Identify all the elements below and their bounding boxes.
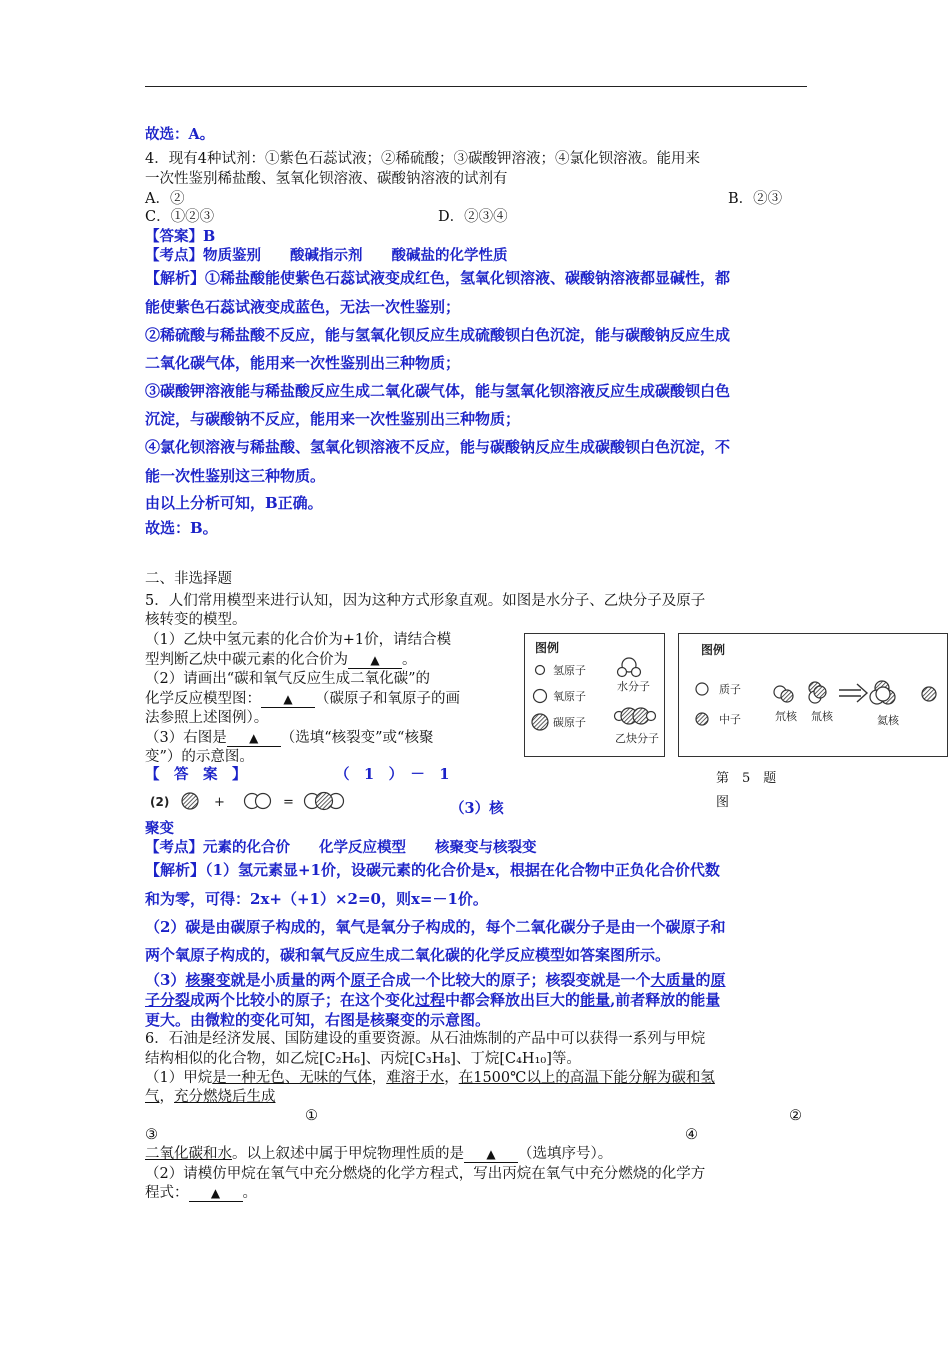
- tritium-nucleus-icon: [809, 682, 826, 703]
- q5-answer-label: 【 答 案 】: [145, 766, 247, 783]
- fig2-helium-label: 氦核: [877, 714, 899, 727]
- link-term[interactable]: 原: [710, 971, 726, 989]
- link-term[interactable]: 核聚变: [185, 971, 231, 989]
- oxygen-molecule-icon: [245, 794, 271, 809]
- q4-analysis-line: 能一次性鉴别这三种物质。: [145, 467, 326, 485]
- q5-part1-line-2: [145, 651, 417, 669]
- q5-answer-2-number: (2): [150, 795, 170, 809]
- q5-part3-line-1: [145, 729, 433, 747]
- fig2-proton-label: 质子: [719, 683, 741, 696]
- section-heading: 二、非选择题: [145, 571, 232, 587]
- underlined-statement: 气: [145, 1089, 160, 1105]
- q5-answer-1: （ 1 ） － 1: [335, 766, 450, 783]
- underlined-statement: 难溶于水: [386, 1070, 445, 1086]
- q5-part3-blank[interactable]: ▲: [227, 730, 281, 747]
- underlined-statement: 在1500℃以上的高温下能分解为碳和氢: [458, 1070, 715, 1086]
- fig2-deuterium-label: 氘核: [775, 710, 797, 723]
- q4-option-d: D．②③④: [438, 209, 508, 225]
- fig2-neutron-label: 中子: [719, 713, 741, 726]
- fig1-legend-title: 图例: [535, 641, 560, 655]
- carbon-atom-icon: [532, 714, 548, 730]
- co2-reaction-model: [148, 788, 368, 814]
- q5-answer-2-model: [148, 788, 368, 814]
- marker-2: ②: [789, 1108, 802, 1124]
- plus-sign: +: [214, 795, 225, 810]
- neutron-icon: [696, 713, 708, 725]
- marker-3: ③: [145, 1127, 158, 1143]
- q5-analysis-line: 和为零，可得：2x+（+1）×2=0，则x=－1价。: [145, 890, 488, 908]
- underlined-statement: 是一种无色、无味的气体: [212, 1070, 372, 1086]
- carbon-atom-icon: [182, 793, 198, 809]
- fig1-hydrogen-label: 氢原子: [553, 664, 586, 677]
- q4-analysis-line: ②稀硫酸与稀盐酸不反应，能与氢氧化钡反应生成硫酸钡白色沉淀，能与碳酸钠反应生成: [145, 326, 731, 344]
- q5-part1-text: 型判断乙炔中碳元素的化合价为: [145, 652, 348, 668]
- q3-final-choice: 故选：A。: [145, 126, 215, 143]
- q5-part2-line-3: 法参照上述图例）。: [145, 710, 269, 726]
- q5-analysis-line: 更大。由微粒的变化可知，右图是核聚变的示意图。: [145, 1011, 491, 1029]
- q5-part2-blank[interactable]: ▲: [261, 691, 315, 708]
- text-run: （3）: [145, 971, 186, 989]
- q6-part1-line-3: [145, 1145, 612, 1163]
- fig2-legend-title: 图例: [701, 643, 726, 657]
- fig2-tritium-label: 氚核: [811, 710, 833, 723]
- text-run: 中都会释放出巨大的: [445, 991, 581, 1009]
- text-run: ,前者释放的能量: [610, 991, 721, 1009]
- carbon-dioxide-molecule-icon: [305, 793, 344, 810]
- q5-part2-note: （碳原子和氧原子的画: [315, 691, 460, 707]
- q4-analysis-line: ④氯化钡溶液与稀盐酸、氢氧化钡溶液不反应，能与碳酸钠反应生成碳酸钡白色沉淀，不: [145, 438, 731, 456]
- equals-sign: =: [283, 795, 294, 810]
- text-run: 。以上叙述中属于甲烷物理性质的是: [232, 1146, 464, 1162]
- q5-analysis-line: [145, 990, 720, 1010]
- q5-part1-blank[interactable]: ▲: [348, 652, 402, 669]
- underlined-statement: 二氧化碳和水: [145, 1146, 232, 1162]
- link-term[interactable]: 能量: [580, 991, 611, 1009]
- water-molecule-icon: [618, 658, 641, 677]
- q4-option-c: C．①②③: [145, 209, 215, 225]
- q4-analysis-line: 沉淀，与碳酸钠不反应，能用来一次性鉴别出三种物质；: [145, 410, 521, 428]
- q6-part2-line-2: [145, 1184, 257, 1202]
- q4-topic: 【考点】物质鉴别 酸碱指示剂 酸碱盐的化学性质: [145, 247, 508, 264]
- q4-analysis-line: ③碳酸钾溶液能与稀盐酸反应生成二氧化碳气体，能与氢氧化钡溶液反应生成碳酸钡白色: [145, 382, 731, 400]
- q6-part1-line-2: [145, 1088, 276, 1106]
- text-run: ，: [371, 1070, 387, 1086]
- fig1-acetylene-label: 乙炔分子: [615, 732, 659, 745]
- q5-analysis-line: 两个氧原子构成的，碳和氧气反应生成二氧化碳的化学反应模型如答案图所示。: [145, 946, 671, 964]
- oxygen-atom-icon: [534, 690, 547, 703]
- header-rule: [145, 86, 807, 87]
- q4-analysis-line: 能使紫色石蕊试液变成蓝色，无法一次性鉴别；: [145, 298, 461, 316]
- q5-answer-3-cont: 聚变: [145, 820, 174, 837]
- nuclear-figure: [678, 633, 948, 757]
- q5-part1-line-1: （1）乙炔中氢元素的化合价为+1价，请结合模: [145, 632, 452, 648]
- helium-nucleus-icon: [870, 681, 895, 704]
- deuterium-nucleus-icon: [774, 686, 793, 702]
- text-run: 成两个比较小的原子；在这个变化: [190, 991, 416, 1009]
- q4-stem-line-2: 一次性鉴别稀盐酸、氢氧化钡溶液、碳酸钠溶液的试剂有: [145, 171, 508, 187]
- fig1-water-label: 水分子: [617, 680, 650, 693]
- text-run: 的: [695, 971, 711, 989]
- fig1-oxygen-label: 氧原子: [553, 690, 586, 703]
- q4-stem-line-1: 4．现有4种试剂：①紫色石蕊试液；②稀硫酸；③碳酸钾溶液；④氯化钡溶液。能用来: [145, 151, 700, 167]
- text-run: ，: [159, 1089, 174, 1105]
- q4-answer: 【答案】B: [145, 228, 216, 245]
- q6-stem-line-1: 6．石油是经济发展、国防建设的重要资源。从石油炼制的产品中可以获得一系列与甲烷: [145, 1031, 706, 1047]
- q4-analysis-line: 故选：B。: [145, 519, 218, 537]
- link-term[interactable]: 过程: [415, 991, 446, 1009]
- link-term[interactable]: 原子: [350, 971, 381, 989]
- hydrogen-atom-icon: [536, 666, 545, 675]
- q5-analysis-line: 【解析】（1）氢元素显+1价，设碳元素的化合价是x，根据在化合物中正负化合价代数: [145, 861, 720, 879]
- link-term[interactable]: 大质量: [650, 971, 696, 989]
- q6-part2-line-1: （2）请模仿甲烷在氧气中充分燃烧的化学方程式，写出丙烷在氧气中充分燃烧的化学方: [145, 1166, 706, 1182]
- text-run: 就是小质量的两个: [230, 971, 351, 989]
- q5-part2-line-1: （2）请画出“碳和氧气反应生成二氧化碳”的: [145, 671, 431, 687]
- q6-part2-blank[interactable]: ▲: [189, 1185, 243, 1202]
- underlined-statement: 充分燃烧后生成: [174, 1089, 276, 1105]
- q5-topic: 【考点】元素的化合价 化学反应模型 核聚变与核裂变: [145, 839, 537, 856]
- q5-part3-options: （选填“核裂变”或“核聚: [280, 730, 434, 746]
- text-run: （选填序号）。: [518, 1146, 613, 1162]
- q4-analysis-line: 二氧化碳气体，能用来一次性鉴别出三种物质；: [145, 354, 461, 372]
- q5-stem-line-1: 5．人们常用模型来进行认知，因为这种方式形象直观。如图是水分子、乙炔分子及原子: [145, 593, 706, 609]
- q6-part1-blank[interactable]: ▲: [464, 1146, 518, 1163]
- figure-caption-line-2: 图: [716, 795, 730, 810]
- molecule-figure: [524, 633, 665, 757]
- acetylene-molecule-icon: [615, 708, 656, 724]
- q4-analysis-line: 由以上分析可知，B正确。: [145, 494, 323, 512]
- q5-answer-3: （3）核: [450, 800, 504, 817]
- text-run: ，: [444, 1070, 459, 1086]
- q5-analysis-line: [145, 970, 726, 990]
- marker-1: ①: [305, 1108, 318, 1124]
- fig1-carbon-label: 碳原子: [553, 716, 586, 729]
- q4-option-b: B．②③: [728, 191, 783, 207]
- molecule-figure-svg: [525, 634, 664, 756]
- q5-part3-text: （3）右图是: [145, 730, 227, 746]
- period: 。: [402, 652, 417, 668]
- figure-caption-line-1: 第 5 题: [716, 771, 777, 786]
- q5-part3-line-2: 变”）的示意图。: [145, 749, 254, 765]
- text-run: 程式：: [145, 1185, 189, 1201]
- q5-part2-line-2: [145, 690, 460, 708]
- q5-part2-text: 化学反应模型图：: [145, 691, 261, 707]
- nuclear-figure-svg: [679, 634, 947, 756]
- link-term[interactable]: 子分裂: [145, 991, 191, 1009]
- q4-analysis-line: 【解析】①稀盐酸能使紫色石蕊试液变成红色，氢氧化钡溶液、碳酸钠溶液都显碱性，都: [145, 269, 731, 287]
- arrow-right-icon: [839, 684, 867, 702]
- proton-icon: [696, 683, 708, 695]
- q6-part1-line-1: [145, 1069, 715, 1087]
- neutron-product-icon: [922, 687, 936, 701]
- text-run: （1）甲烷: [145, 1070, 213, 1086]
- text-run: 合成一个比较大的原子；核裂变就是一个: [380, 971, 651, 989]
- q6-stem-line-2: 结构相似的化合物，如乙烷[C₂H₆]、丙烷[C₃H₈]、丁烷[C₄H₁₀]等。: [145, 1051, 581, 1067]
- q5-stem-line-2: 核转变的模型。: [145, 612, 247, 628]
- period: 。: [242, 1185, 257, 1201]
- q4-option-a: A．②: [145, 191, 185, 207]
- q5-analysis-line: （2）碳是由碳原子构成的，氧气是氧分子构成的，每个二氧化碳分子是由一个碳原子和: [145, 918, 726, 936]
- marker-4: ④: [685, 1127, 698, 1143]
